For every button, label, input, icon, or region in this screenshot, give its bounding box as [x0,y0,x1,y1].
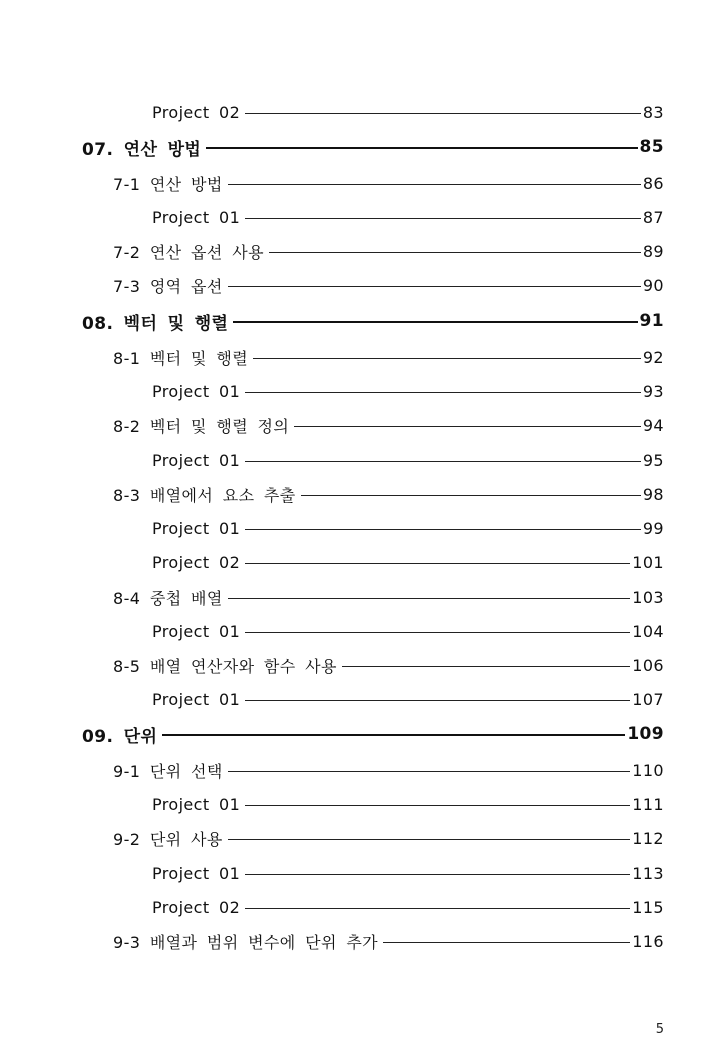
toc-leader-line [162,734,625,736]
toc-leader-line [245,700,630,701]
toc-entry-page: 107 [632,689,664,709]
toc-entry-title: 08. 벡터 및 행렬 [82,313,229,334]
toc-entry-title: 8-4 중첩 배열 [113,588,223,608]
toc-leader-line [245,218,641,219]
toc-entry-section[interactable] [113,481,664,507]
toc-entry-title: 9-1 단위 선택 [113,761,223,781]
toc-leader-line [228,598,631,599]
toc-entry-page: 115 [632,897,664,917]
toc-leader-line [206,147,637,149]
toc-entry-title: Project 01 [152,381,241,401]
toc-entry-title: Project 01 [152,689,241,709]
toc-leader-line [245,563,630,564]
toc-entry-title: 8-2 벡터 및 행렬 정의 [113,416,290,436]
toc-entry-section[interactable] [113,344,664,370]
toc-entry-project[interactable] [152,204,664,230]
toc-entry-page: 91 [639,311,664,331]
toc-leader-line [228,184,641,185]
toc-entry-page: 89 [642,241,664,261]
toc-entry-title: Project 01 [152,518,241,538]
toc-entry-page: 116 [632,931,664,951]
toc-entry-title: 8-1 벡터 및 행렬 [113,348,249,368]
toc-entry-page: 87 [642,207,664,227]
toc-entry-project[interactable] [152,549,664,575]
toc-leader-line [269,252,641,253]
toc-entry-page: 92 [642,347,664,367]
toc-leader-line [245,874,630,875]
toc-entry-page: 113 [632,863,664,883]
toc-leader-line [228,839,631,840]
toc-leader-line [253,358,641,359]
toc-entry-page: 85 [639,137,664,157]
toc-entry-page: 112 [632,828,664,848]
toc-leader-line [342,666,630,667]
toc-leader-line [245,529,641,530]
toc-entry-project[interactable] [152,447,664,473]
toc-leader-line [228,286,641,287]
toc-entry-chapter[interactable] [82,721,664,747]
toc-entry-title: Project 02 [152,102,241,122]
toc-entry-title: 7-3 영역 옵션 [113,276,223,296]
toc-entry-title: 09. 단위 [82,726,158,747]
toc-entry-page: 93 [642,381,664,401]
toc-leader-line [245,392,641,393]
toc-entry-project[interactable] [152,378,664,404]
toc-entry-project[interactable] [152,894,664,920]
toc-entry-title: Project 01 [152,621,241,641]
toc-entry-project[interactable] [152,618,664,644]
toc-entry-section[interactable] [113,652,664,678]
toc-entry-section[interactable] [113,825,664,851]
toc-entry-page: 98 [642,484,664,504]
toc-entry-title: Project 02 [152,897,241,917]
toc-entry-page: 109 [627,724,664,744]
toc-entry-title: 9-3 배열과 범위 변수에 단위 추가 [113,932,379,952]
toc-leader-line [245,805,630,806]
footer-page-number: 5 [655,1022,664,1037]
toc-entry-page: 106 [632,655,664,675]
toc-entry-title: 7-1 연산 방법 [113,174,223,194]
toc-leader-line [228,771,631,772]
toc-entry-page: 111 [632,794,664,814]
toc-entry-project[interactable] [152,791,664,817]
toc-entry-project[interactable] [152,99,664,125]
toc-entry-title: Project 02 [152,552,241,572]
toc-entry-chapter[interactable] [82,308,664,334]
toc-entry-section[interactable] [113,757,664,783]
toc-entry-title: 8-3 배열에서 요소 추출 [113,485,296,505]
toc-leader-line [383,942,630,943]
toc-leader-line [245,461,641,462]
toc-entry-title: 7-2 연산 옵션 사용 [113,242,264,262]
toc-entry-page: 101 [632,552,664,572]
toc-entry-project[interactable] [152,686,664,712]
toc-leader-line [245,113,641,114]
toc-entry-page: 83 [642,102,664,122]
toc-leader-line [301,495,641,496]
toc-entry-section[interactable] [113,272,664,298]
toc-entry-section[interactable] [113,170,664,196]
toc-entry-page: 104 [632,621,664,641]
toc-entry-page: 94 [642,415,664,435]
toc-entry-project[interactable] [152,860,664,886]
toc-entry-title: Project 01 [152,863,241,883]
toc-entry-page: 86 [642,173,664,193]
toc-entry-chapter[interactable] [82,134,664,160]
toc-entry-title: 07. 연산 방법 [82,139,202,160]
toc-entry-section[interactable] [113,584,664,610]
toc-entry-title: 8-5 배열 연산자와 함수 사용 [113,656,337,676]
toc-entry-page: 99 [642,518,664,538]
toc-entry-section[interactable] [113,412,664,438]
toc-entry-title: Project 01 [152,207,241,227]
toc-entry-title: Project 01 [152,450,241,470]
toc-leader-line [245,632,630,633]
toc-leader-line [294,426,641,427]
toc-leader-line [245,908,630,909]
toc-entry-section[interactable] [113,238,664,264]
toc-leader-line [233,321,637,323]
toc-entry-title: 9-2 단위 사용 [113,829,223,849]
toc-entry-page: 103 [632,587,664,607]
toc-entry-page: 95 [642,450,664,470]
toc-entry-project[interactable] [152,515,664,541]
toc-entry-title: Project 01 [152,794,241,814]
toc-entry-section[interactable] [113,928,664,954]
toc-entry-page: 110 [632,760,664,780]
toc-entry-page: 90 [642,275,664,295]
